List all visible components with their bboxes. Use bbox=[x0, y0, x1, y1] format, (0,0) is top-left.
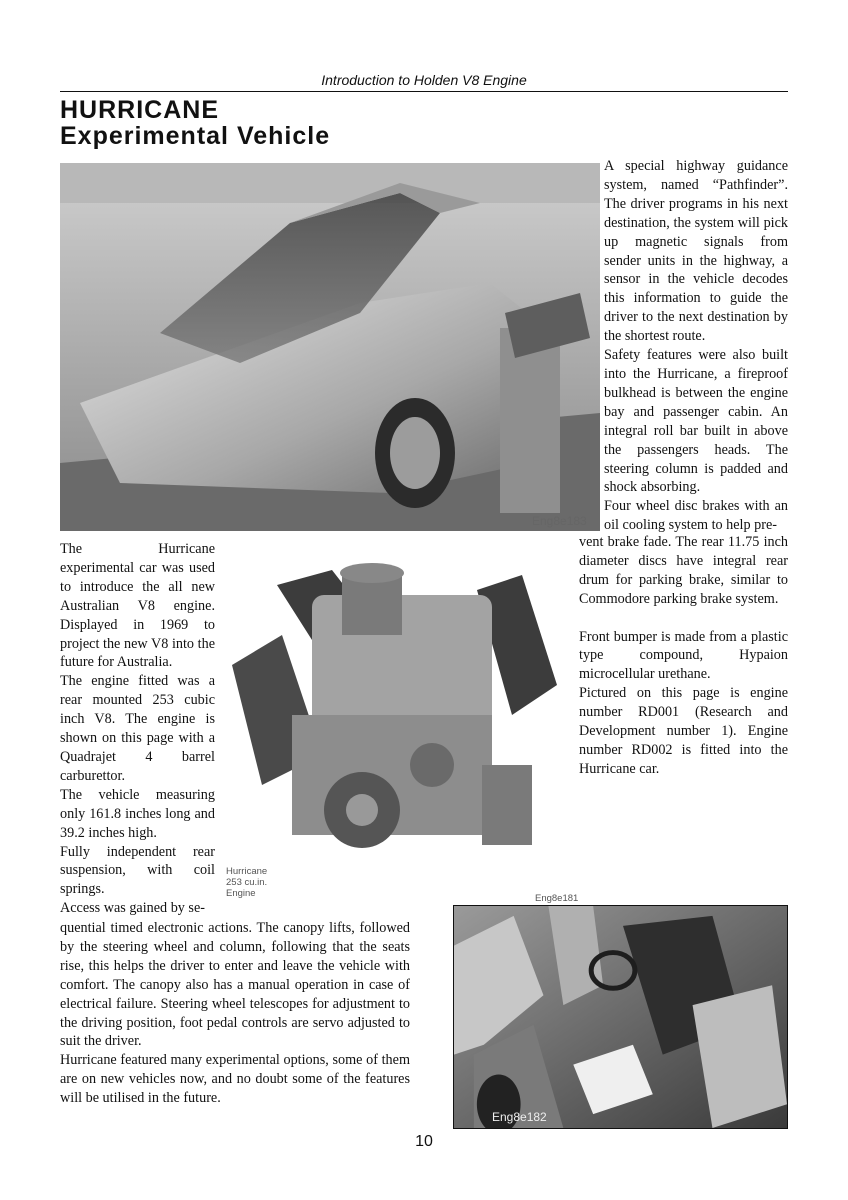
right-column-lower-text bbox=[579, 533, 788, 779]
running-header: Introduction to Holden V8 Engine bbox=[321, 72, 527, 88]
paragraph: Fully independent rear suspension, with coil springs. bbox=[60, 843, 215, 898]
interior-photo-caption-top: Eng8e181 bbox=[535, 893, 579, 904]
page-number: 10 bbox=[415, 1133, 433, 1150]
title-line-1: HURRICANE bbox=[60, 96, 219, 124]
paragraph: vent brake fade. The rear 11.75 inch diameter discs have integral rear drum for parking brake, similar to Commodore parking brake system. bbox=[579, 534, 788, 607]
hurricane-car-photo bbox=[60, 163, 600, 531]
paragraph: Hurricane featured many experimental options, some of them are on new vehicles now, and no doubt some of the features will be utilised in the future. bbox=[60, 1052, 410, 1107]
paragraph: Safety features were also built into the Hurricane, a fireproof bulkhead is between the engine bay and passenger cabin. An integral roll bar built in above the passengers heads. The steering column is padded and shock absorbing. bbox=[604, 347, 788, 496]
paragraph: The vehicle measuring only 161.8 inches long and 39.2 inches high. bbox=[60, 786, 215, 841]
paragraph: The Hurricane experimental car was used to introduce the all new Australian V8 engine. Displayed in 1969 to project the new V8 into the future for Australia. bbox=[60, 541, 215, 671]
paragraph: Four wheel disc brakes with an oil cooling system to help pre- bbox=[604, 498, 788, 534]
title-line-2: Experimental Vehicle bbox=[60, 122, 331, 150]
v8-engine-photo bbox=[222, 555, 567, 885]
paragraph: Front bumper is made from a plastic type compound, Hypaion microcellular urethane. bbox=[579, 628, 788, 683]
left-column-text bbox=[60, 540, 215, 918]
paragraph: Pictured on this page is engine number RD001 (Research and Development number 1). Engine number RD002 is fitted into the Hurricane car. bbox=[579, 685, 788, 777]
paragraph: Access was gained by se- bbox=[60, 900, 205, 917]
paragraph: The engine fitted was a rear mounted 253 cubic inch V8. The engine is shown on this page with a Quadrajet 4 barrel carburettor. bbox=[60, 673, 215, 784]
bottom-text bbox=[60, 919, 410, 1108]
right-column-top-text bbox=[604, 157, 788, 535]
car-photo-caption: Eng8e183 bbox=[532, 514, 587, 528]
engine-photo-caption bbox=[226, 866, 267, 899]
interior-photo bbox=[453, 905, 788, 1129]
engine-caption-line: 253 cu.in. bbox=[226, 877, 268, 888]
paragraph: quential timed electronic actions. The canopy lifts, followed by the steering wheel and column, following that the seats rise, this helps the driver to enter and leave the vehicle with comfort. The canopy also has a manual operation in case of electrical failure. Steering wheel telescopes for adjustment to the driving position, foot pedal controls are servo adjusted to suit the driver. bbox=[60, 920, 410, 1050]
engine-caption-line: Engine bbox=[226, 888, 256, 899]
paragraph: A special highway guidance system, named “Pathfinder”. The driver programs in his next destination, the system will pick up magnetic signals from sender units in the highway, a sensor in the vehicle decodes this information to guide the driver to the next destination by the shortest route. bbox=[604, 158, 788, 345]
page-title bbox=[60, 97, 330, 149]
interior-photo-caption-bottom: Eng8e182 bbox=[492, 1110, 547, 1124]
engine-caption-line: Hurricane bbox=[226, 866, 268, 877]
paragraph-spacer bbox=[579, 609, 788, 628]
header-rule bbox=[60, 91, 788, 92]
